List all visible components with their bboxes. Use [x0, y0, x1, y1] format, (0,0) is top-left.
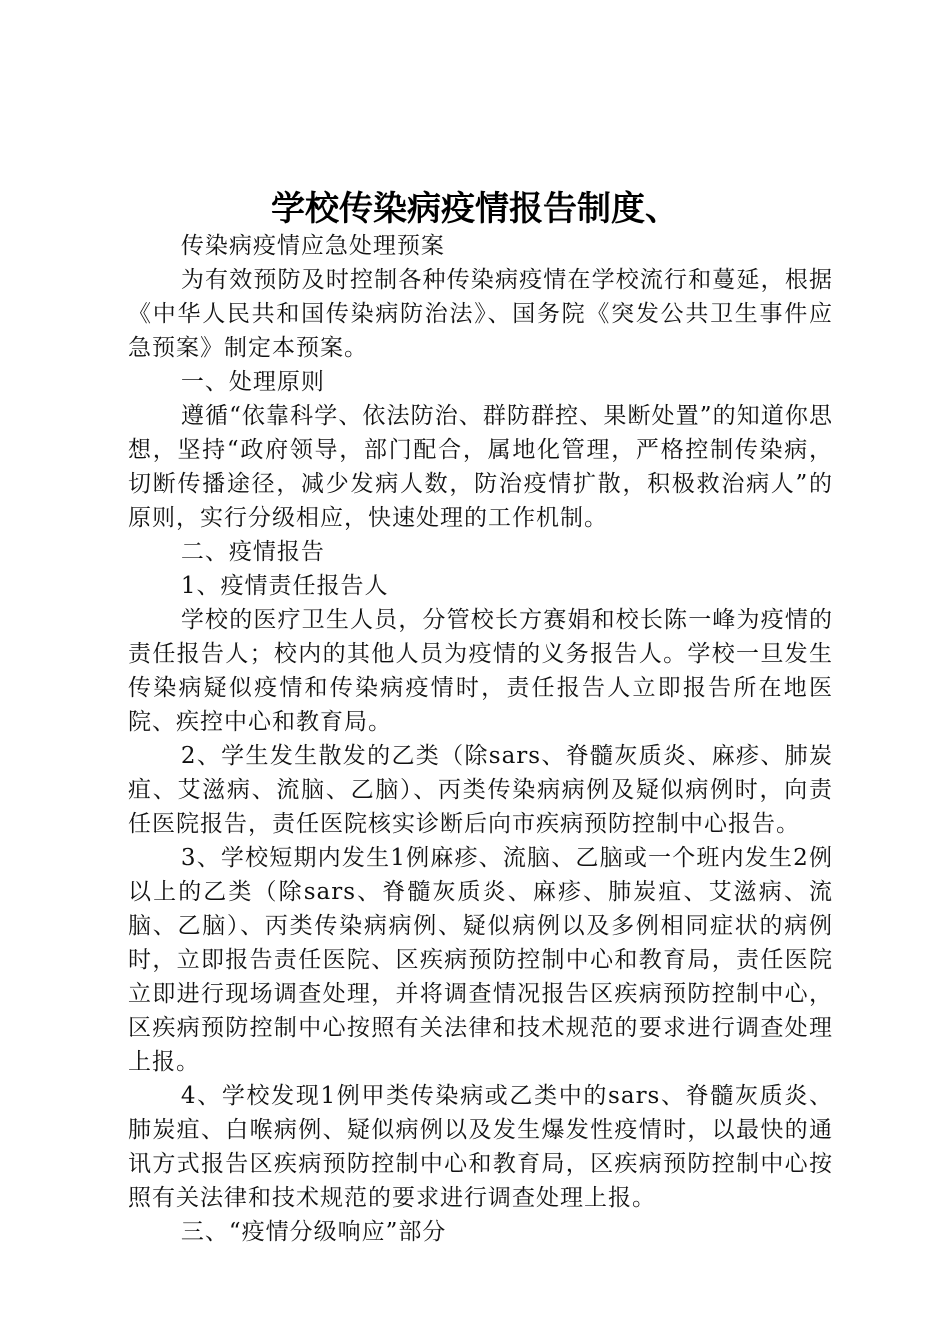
heading-principles: 一、处理原则	[180, 369, 325, 395]
paragraph-item-2: 2、学生发生散发的乙类（除sars、脊髓灰质炎、麻疹、肺炭疽、艾滋病、流脑、乙脑）、丙类传染病病例及疑似病例时，向责任医院报告，责任医院核实诊断后向市疾病预防控制中心报告。	[128, 743, 833, 837]
document-body	[128, 229, 833, 1249]
paragraph-principles: 遵循“依靠科学、依法防治、群防群控、果断处置”的知道你思想，坚持“政府领导，部门配合，属地化管理，严格控制传染病，切断传播途径，减少发病人数，防治疫情扩散，积极救治病人”的原则，实行分级相应，快速处理的工作机制。	[128, 403, 833, 531]
paragraph-responsible-reporter: 学校的医疗卫生人员，分管校长方赛娟和校长陈一峰为疫情的责任报告人；校内的其他人员为疫情的义务报告人。学校一旦发生传染病疑似疫情和传染病疫情时，责任报告人立即报告所在地医院、疾控中心和教育局。	[128, 607, 833, 735]
heading-responsible-reporter: 1、疫情责任报告人	[180, 573, 389, 599]
heading-graded-response: 三、“疫情分级响应”部分	[180, 1219, 447, 1245]
paragraph-item-4: 4、学校发现1例甲类传染病或乙类中的sars、脊髓灰质炎、肺炭疽、白喉病例、疑似病例以及发生爆发性疫情时，以最快的通讯方式报告区疾病预防控制中心和教育局，区疾病预防控制中心按照有关法律和技术规范的要求进行调查处理上报。	[128, 1083, 833, 1211]
document-title: 学校传染病疫情报告制度、	[271, 189, 679, 229]
paragraph-purpose: 为有效预防及时控制各种传染病疫情在学校流行和蔓延，根据《中华人民共和国传染病防治法》、国务院《突发公共卫生事件应急预案》制定本预案。	[128, 267, 833, 361]
paragraph-plan-name: 传染病疫情应急处理预案	[180, 233, 445, 259]
heading-epidemic-report: 二、疫情报告	[180, 539, 325, 565]
paragraph-item-3: 3、学校短期内发生1例麻疹、流脑、乙脑或一个班内发生2例以上的乙类（除sars、脊髓灰质炎、麻疹、肺炭疽、艾滋病、流脑、乙脑）、丙类传染病病例、疑似病例以及多例相同症状的病例时，立即报告责任医院、区疾病预防控制中心和教育局，责任医院立即进行现场调查处理，并将调查情况报告区疾病预防控制中心，区疾病预防控制中心按照有关法律和技术规范的要求进行调查处理上报。	[128, 845, 833, 1075]
